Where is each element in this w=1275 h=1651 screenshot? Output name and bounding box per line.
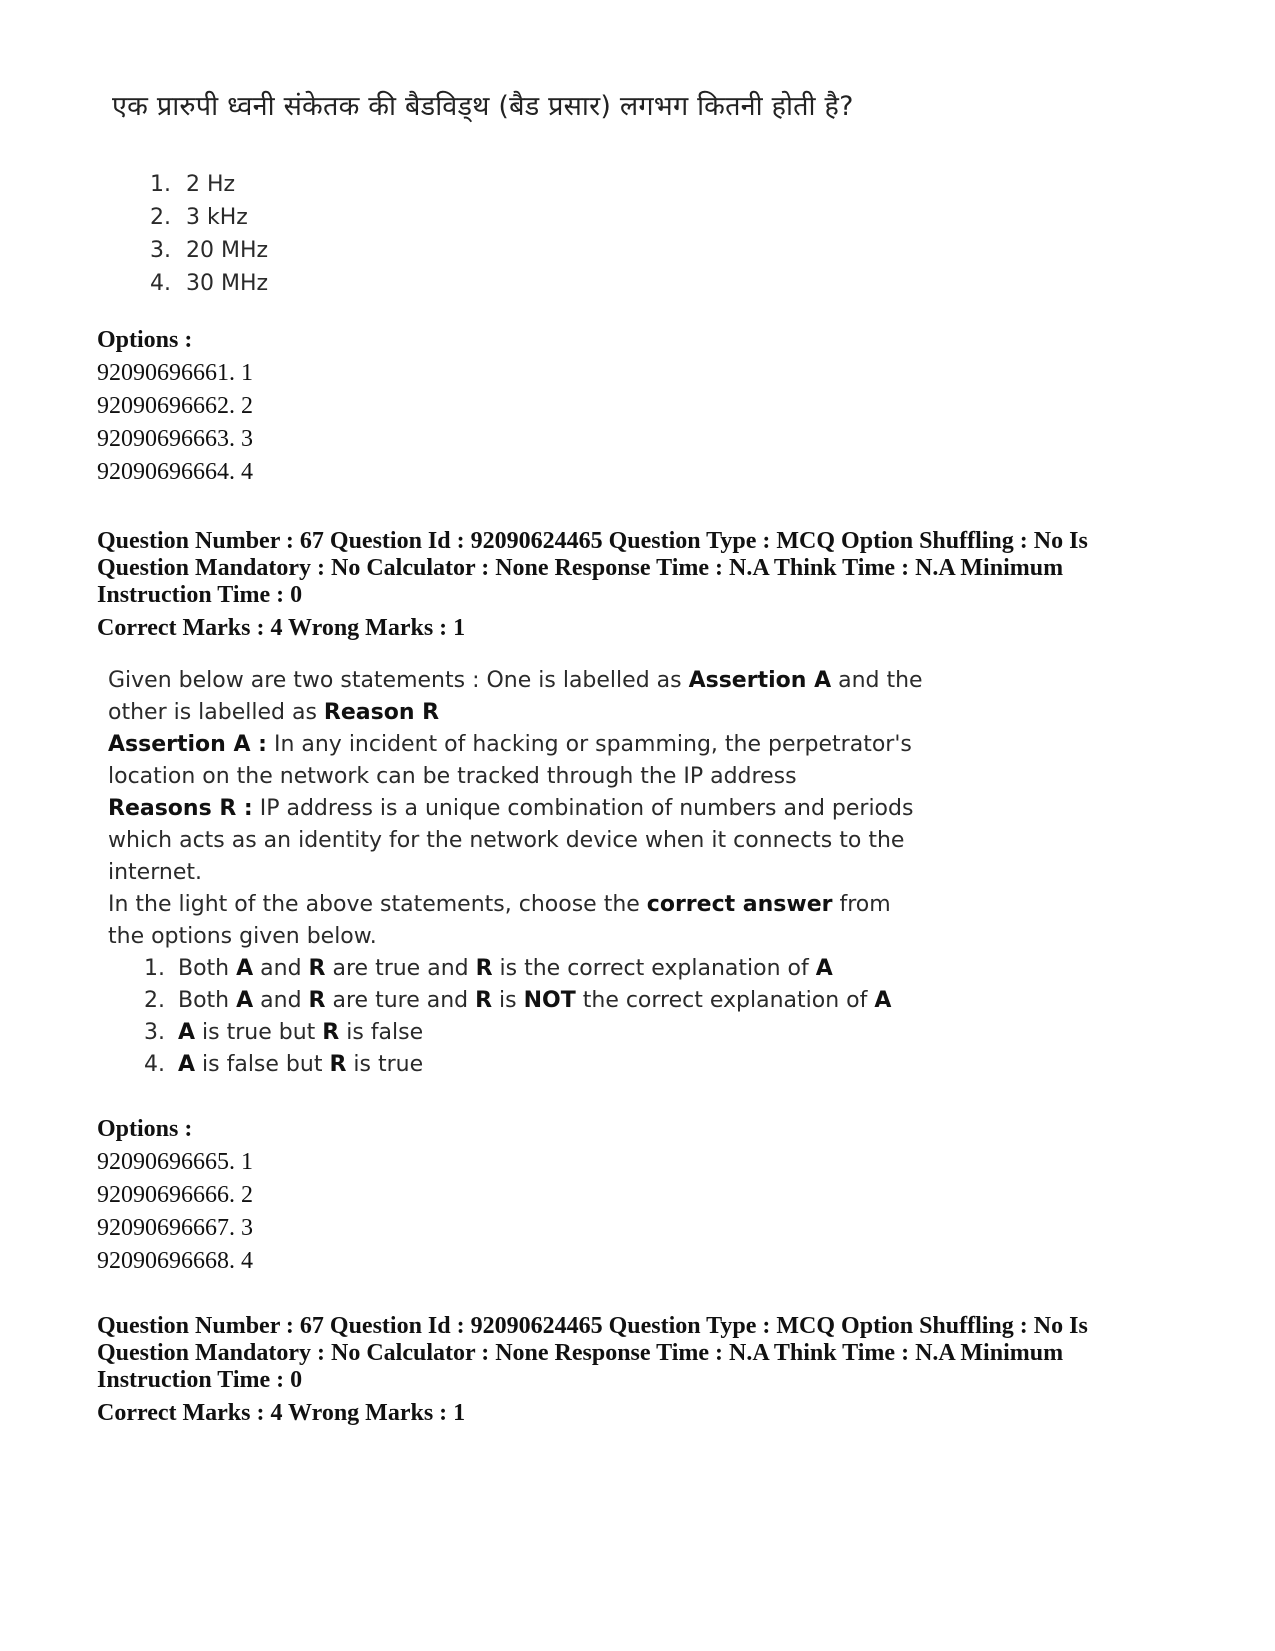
text-span: is false but <box>195 1052 330 1077</box>
bold-span: A <box>236 956 254 981</box>
choice-number: 2. <box>144 988 165 1013</box>
list-item <box>144 953 928 985</box>
list-item <box>150 234 268 267</box>
question-meta-2 <box>97 1313 1187 1427</box>
options-title: Options : <box>97 327 193 353</box>
choice-number: 2. <box>150 205 171 230</box>
options-block-2 <box>97 1113 253 1278</box>
choice-text: 30 MHz <box>186 271 269 296</box>
list-item <box>150 201 268 234</box>
option-id-row: 92090696666. 2 <box>97 1182 253 1208</box>
question-1-choices <box>150 168 268 300</box>
bold-span: R <box>308 956 326 981</box>
marks-line: Correct Marks : 4 Wrong Marks : 1 <box>97 1400 466 1426</box>
choice-number: 1. <box>144 956 165 981</box>
text-span: In the light of the above statements, choose the <box>108 892 647 917</box>
meta-line: Question Mandatory : No Calculator : None Response Time : N.A Think Time : N.A Minimum <box>97 1340 1064 1366</box>
question-1-text: एक प्रारुपी ध्वनी संकेतक की बैडविड्थ (बैड प्रसार) लगभग कितनी होती है? <box>112 91 854 122</box>
bold-span: Reason R <box>323 700 440 725</box>
choice-text: 2 Hz <box>186 172 236 197</box>
marks-line: Correct Marks : 4 Wrong Marks : 1 <box>97 615 466 641</box>
question-2-intro <box>108 665 928 729</box>
meta-line: Instruction Time : 0 <box>97 1367 303 1393</box>
text-span: are true and <box>325 956 476 981</box>
list-item <box>144 1049 928 1081</box>
option-id-row: 92090696661. 1 <box>97 360 253 386</box>
options-block-1 <box>97 324 253 489</box>
assertion-statement <box>108 729 928 793</box>
options-title: Options : <box>97 1116 193 1142</box>
list-item <box>144 1017 928 1049</box>
option-id-row: 92090696667. 3 <box>97 1215 253 1241</box>
list-item <box>144 985 928 1017</box>
bold-span: A <box>236 988 254 1013</box>
question-meta-1 <box>97 528 1187 642</box>
text-span: Both <box>178 988 237 1013</box>
bold-span: R <box>322 1020 340 1045</box>
reason-label: Reasons R : <box>108 796 253 821</box>
bold-span: R <box>308 988 326 1013</box>
reason-statement <box>108 793 928 889</box>
text-span: is the correct explanation of <box>492 956 816 981</box>
bold-span: NOT <box>523 988 576 1013</box>
choice-number: 3. <box>144 1020 165 1045</box>
text-span: is true <box>346 1052 424 1077</box>
list-item <box>150 168 268 201</box>
choice-text: 3 kHz <box>186 205 248 230</box>
list-item <box>150 267 268 300</box>
text-span: are ture and <box>325 988 476 1013</box>
bold-span: R <box>329 1052 347 1077</box>
bold-span: R <box>475 956 493 981</box>
bold-span: A <box>178 1020 196 1045</box>
assertion-label: Assertion A : <box>108 732 267 757</box>
option-id-row: 92090696663. 3 <box>97 426 253 452</box>
meta-line: Question Number : 67 Question Id : 92090624465 Question Type : MCQ Option Shuffling : No Is <box>97 1313 1088 1339</box>
option-id-row: 92090696664. 4 <box>97 459 253 485</box>
question-2-body <box>108 665 928 1081</box>
choice-number: 1. <box>150 172 171 197</box>
bold-span: correct answer <box>646 892 833 917</box>
bold-span: Assertion A <box>688 668 832 693</box>
bold-span: A <box>874 988 892 1013</box>
option-id-row: 92090696665. 1 <box>97 1149 253 1175</box>
text-span: Both <box>178 956 237 981</box>
meta-line: Question Mandatory : No Calculator : None Response Time : N.A Think Time : N.A Minimum <box>97 555 1064 581</box>
choice-number: 4. <box>144 1052 165 1077</box>
meta-line: Instruction Time : 0 <box>97 582 303 608</box>
bold-span: A <box>178 1052 196 1077</box>
text-span: is true but <box>195 1020 323 1045</box>
choice-text: 20 MHz <box>186 238 269 263</box>
text-span: from the options given below. <box>108 892 891 949</box>
text-span: is <box>492 988 524 1013</box>
bold-span: R <box>475 988 493 1013</box>
choice-number: 3. <box>150 238 171 263</box>
meta-line: Question Number : 67 Question Id : 92090624465 Question Type : MCQ Option Shuffling : No Is <box>97 528 1088 554</box>
choice-number: 4. <box>150 271 171 296</box>
option-id-row: 92090696668. 4 <box>97 1248 253 1274</box>
text-span: is false <box>339 1020 424 1045</box>
assertion-text: In any incident of hacking or spamming, the perpetrator's location on the network can be tracked through the IP address <box>108 732 912 789</box>
question-2-instruction <box>108 889 928 953</box>
option-id-row: 92090696662. 2 <box>97 393 253 419</box>
text-span: Given below are two statements : One is labelled as <box>108 668 689 693</box>
text-span: and <box>253 988 309 1013</box>
text-span: and the other is labelled as <box>108 668 923 725</box>
reason-text: IP address is a unique combination of numbers and periods which acts as an identity for the network device when it connects to the internet. <box>108 796 914 885</box>
bold-span: A <box>815 956 833 981</box>
text-span: the correct explanation of <box>575 988 875 1013</box>
question-2-choices <box>108 953 928 1081</box>
text-span: and <box>253 956 309 981</box>
